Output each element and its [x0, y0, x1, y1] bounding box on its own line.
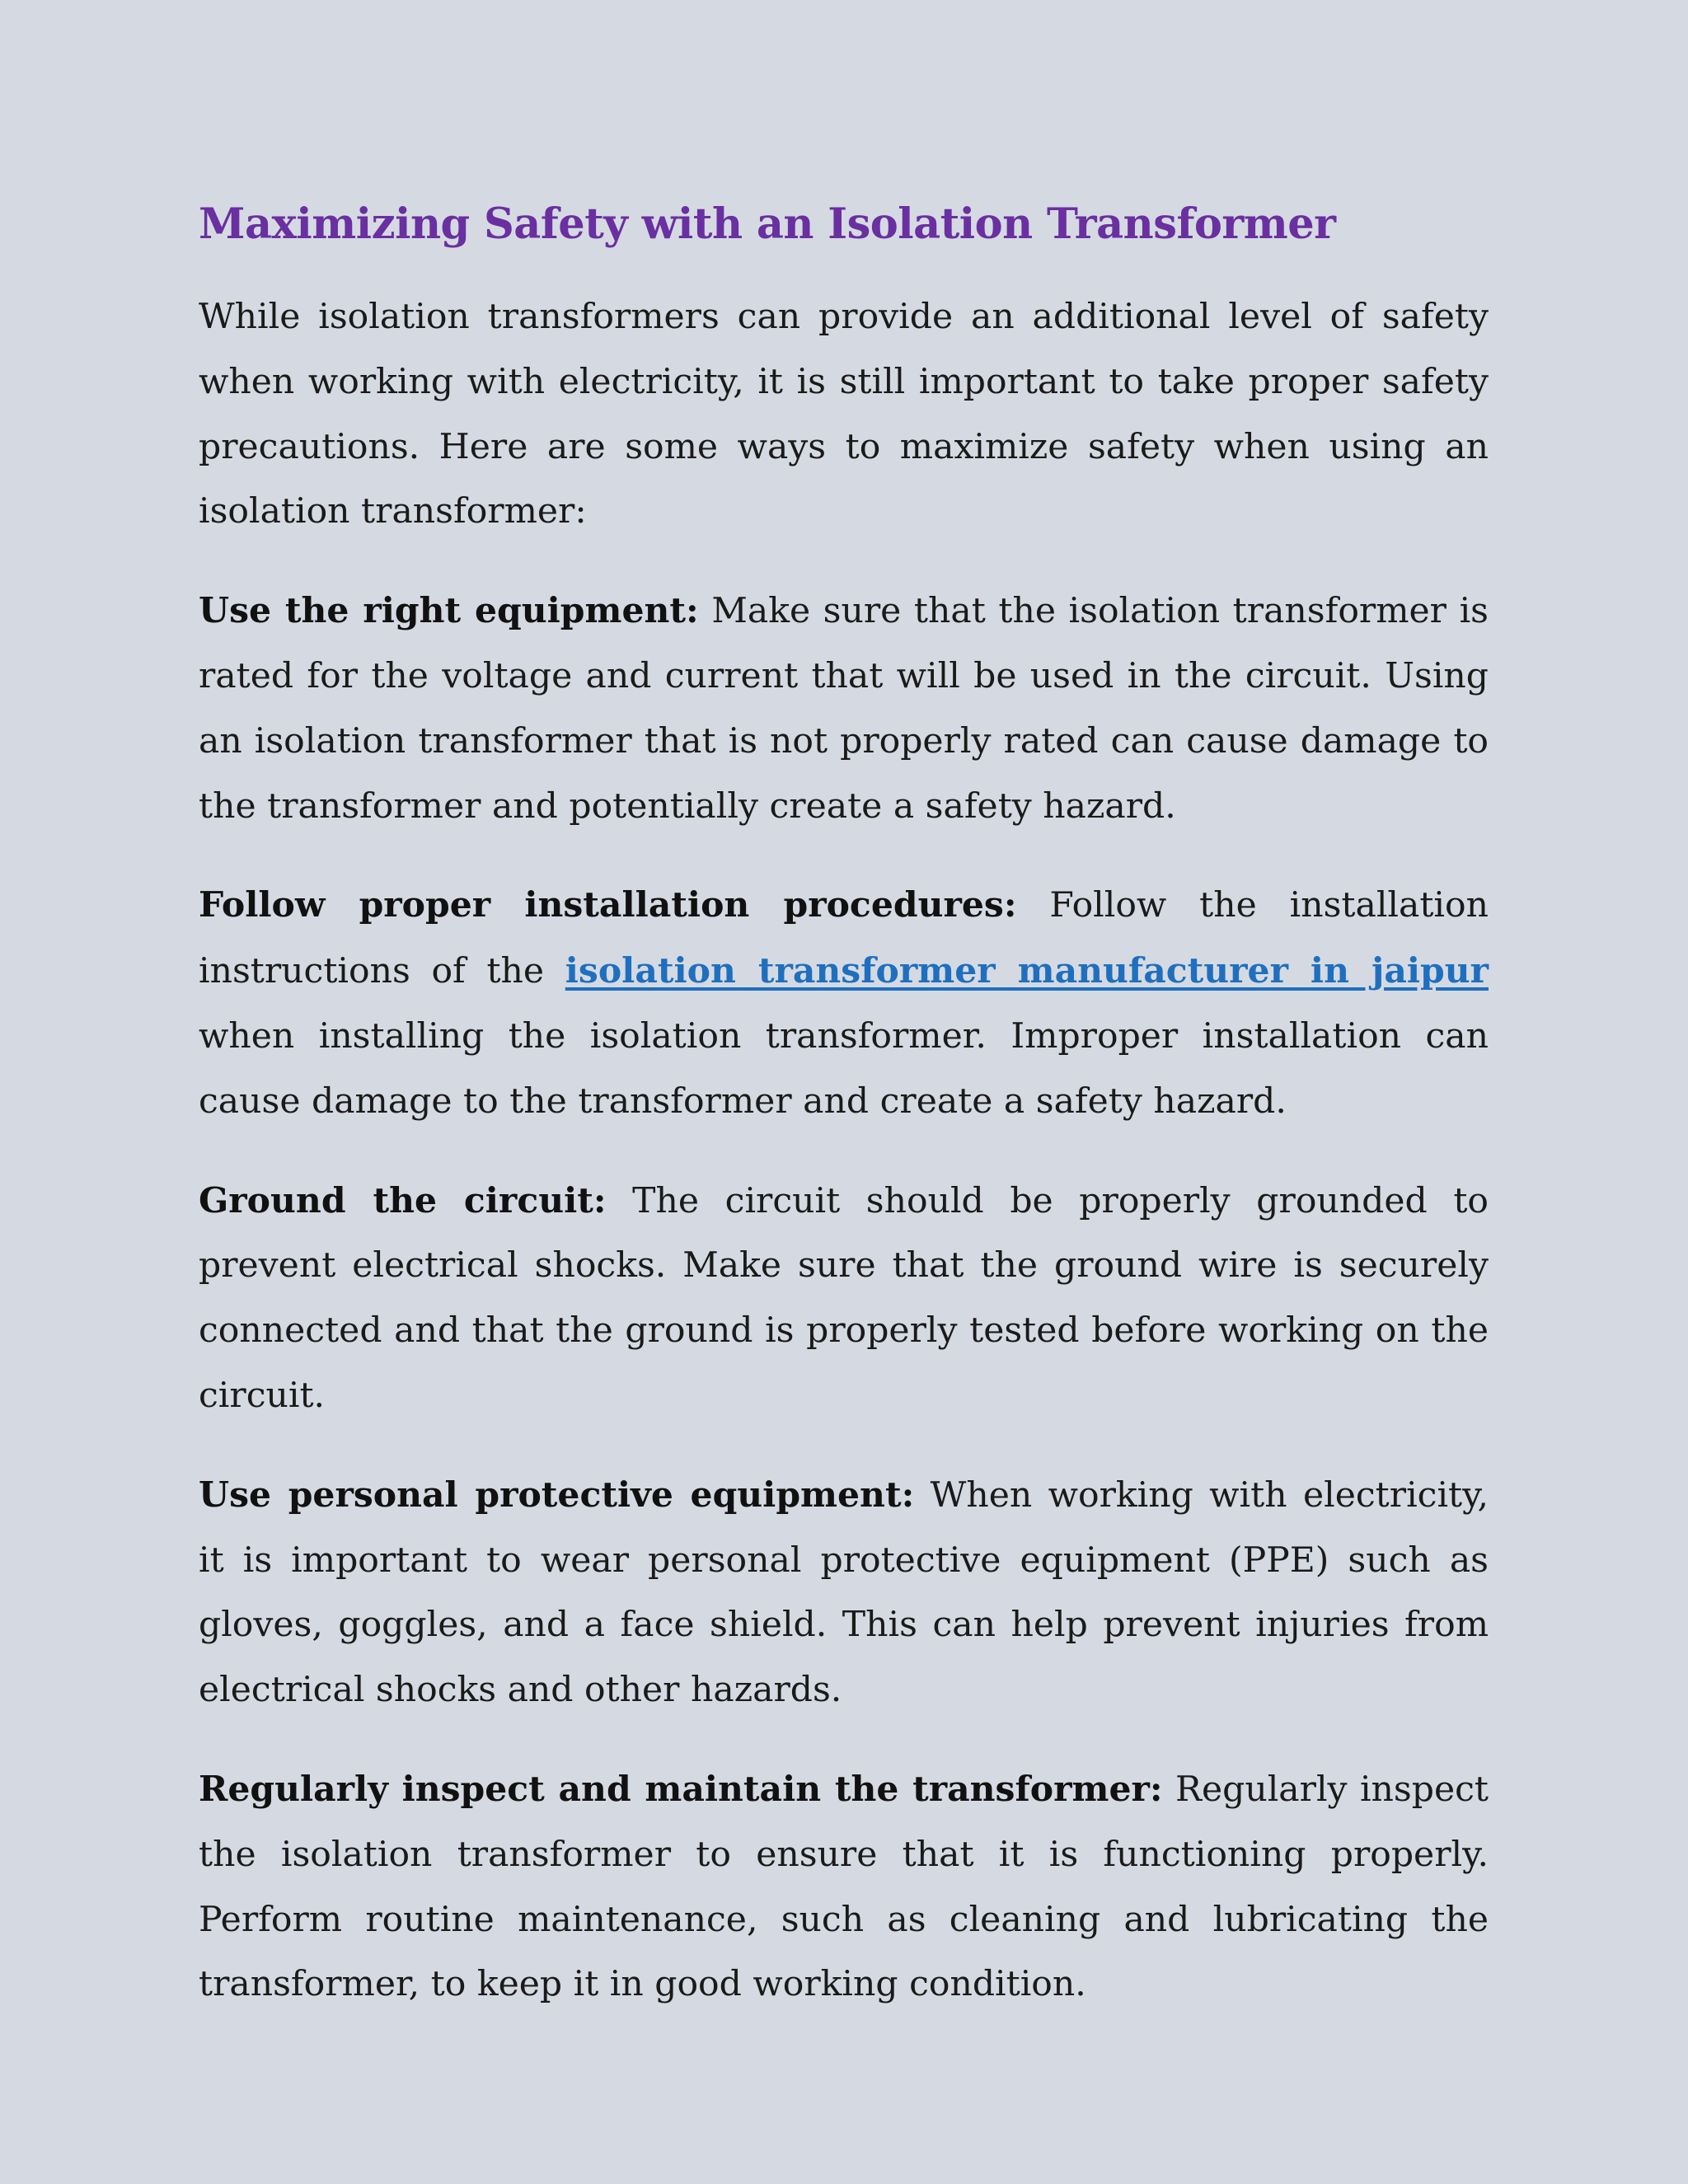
section-text: The circuit should be properly grounded to prevent electrical shocks. Make sure that the ground wire is securely connected and that the ground is properly tested before working on the circuit. — [199, 1180, 1489, 1416]
section-text: Regularly inspect the isolation transformer to ensure that it is functioning properly. Perform routine maintenance, such as cleaning and lubricating the transformer, to keep it in good working condition. — [199, 1769, 1489, 2005]
section-ground-circuit — [199, 1169, 1489, 1429]
section-text: when installing the isolation transformer. Improper installation can cause damage to the transformer and create a safety hazard. — [199, 1015, 1489, 1122]
section-ppe — [199, 1463, 1489, 1723]
section-text: Make sure that the isolation transformer is rated for the voltage and current that will be used in the circuit. Using an isolation transformer that is not properly rated can cause damage to the transformer and potentially create a safety hazard. — [199, 591, 1489, 827]
intro-paragraph: While isolation transformers can provide an additional level of safety when working with electricity, it is still important to take proper safety precautions. Here are some ways to maximize safety when using an isolation transformer: — [199, 297, 1489, 532]
section-heading: Use the right equipment: — [199, 590, 699, 632]
section-heading: Ground the circuit: — [199, 1179, 607, 1221]
section-installation — [199, 873, 1489, 1134]
document-page — [199, 191, 1489, 2051]
section-text: Follow the installation instructions of the — [199, 885, 1489, 992]
section-heading: Regularly inspect and maintain the transformer: — [199, 1768, 1163, 1810]
page-title: Maximizing Safety with an Isolation Transformer — [199, 199, 1336, 249]
section-right-equipment — [199, 579, 1489, 839]
section-inspect-maintain — [199, 1757, 1489, 2018]
manufacturer-link[interactable]: isolation transformer manufacturer in jaipur — [565, 950, 1489, 992]
section-text: When working with electricity, it is important to wear personal protective equipment (PPE) such as gloves, goggles, and a face shield. This can help prevent injuries from electrical shocks and other hazards. — [199, 1474, 1489, 1711]
section-heading: Follow proper installation procedures: — [199, 884, 1017, 926]
section-heading: Use personal protective equipment: — [199, 1474, 915, 1516]
